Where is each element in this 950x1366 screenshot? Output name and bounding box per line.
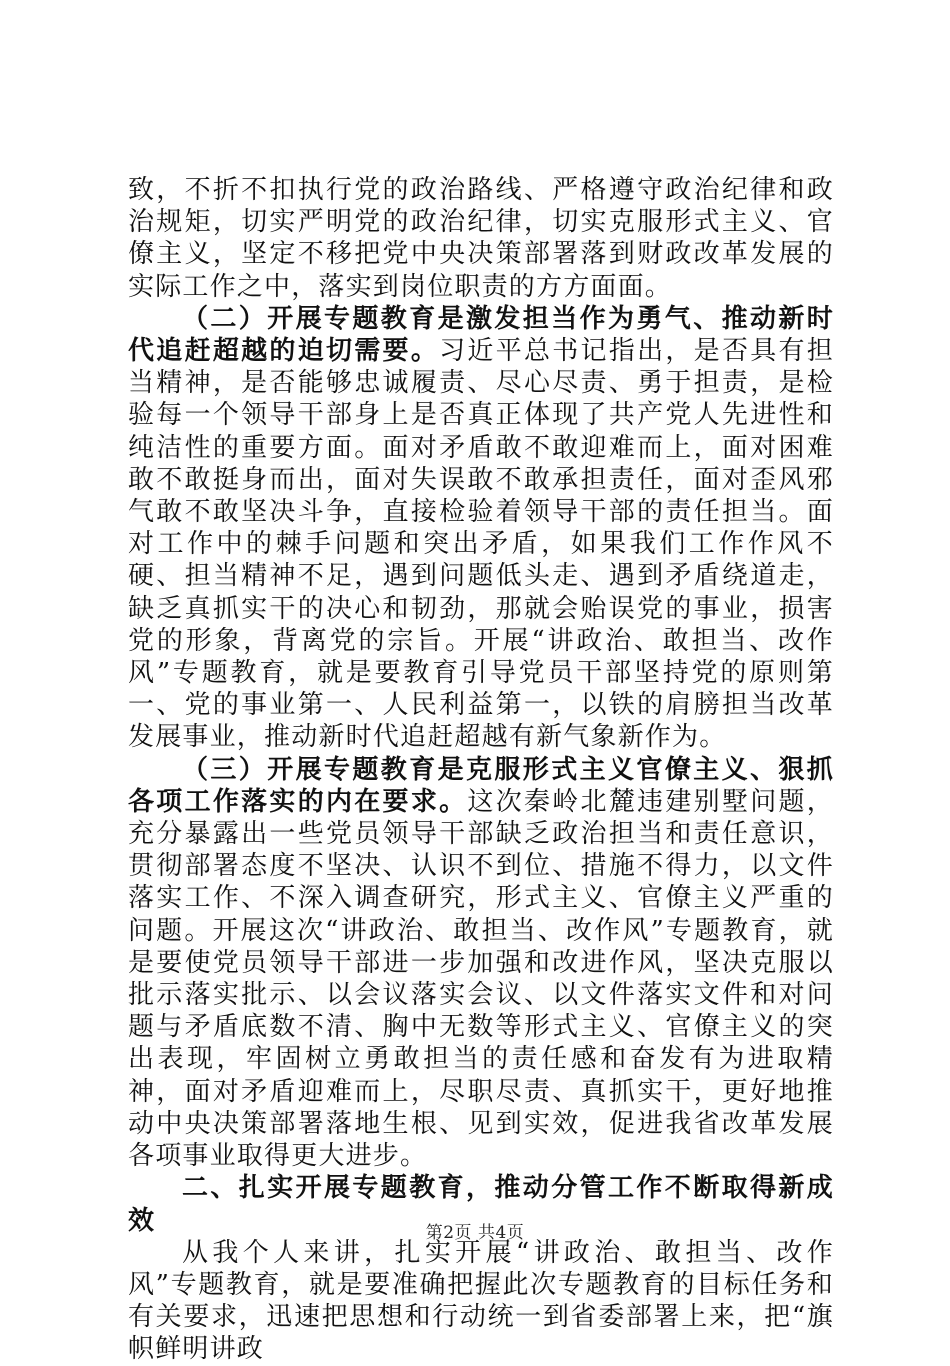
part-2-heading: 二、扎实开展专题教育，推动分管工作不断取得新成效 <box>128 1173 834 1236</box>
page-indicator: 第2页 共4页 <box>425 1223 525 1243</box>
paragraph-section-2 <box>128 303 834 754</box>
section-2-heading: （二）开展专题教育是激发担当作为勇气、推动新时代追赶超越的迫切需要。 <box>128 303 834 367</box>
paragraph-continuation: 致，不折不扣执行党的政治路线、严格遵守政治纪律和政治规矩，切实严明党的政治纪律，切实克服形式主义、官僚主义，坚定不移把党中央决策部署落到财政改革发展的实际工作之中，落实到岗位职责的方方面面。 <box>128 175 834 302</box>
page-footer <box>0 1218 950 1243</box>
document-body <box>128 174 834 1366</box>
section-2-body: 习近平总书记指出，是否具有担当精神，是否能够忠诚履责、尽心尽责、勇于担责，是检验每一个领导干部身上是否真正体现了共产党人先进性和纯洁性的重要方面。面对矛盾敢不敢迎难而上，面对困难敢不敢挺身而出，面对失误敢不敢承担责任，面对歪风邪气敢不敢坚决斗争，直接检验着领导干部的责任担当。面对工作中的棘手问题和突出矛盾，如果我们工作作风不硬、担当精神不足，遇到问题低头走、遇到矛盾绕道走，缺乏真抓实干的决心和韧劲，那就会贻误党的事业，损害党的形象，背离党的宗旨。开展“讲政治、敢担当、改作风”专题教育，就是要教育引导党员干部坚持党的原则第一、党的事业第一、人民利益第一，以铁的肩膀担当改革发展事业，推动新时代追赶超越有新气象新作为。 <box>128 336 835 753</box>
section-3-body: 这次秦岭北麓违建别墅问题，充分暴露出一些党员领导干部缺乏政治担当和责任意识，贯彻部署态度不坚决、认识不到位、措施不得力，以文件落实工作、不深入调查研究，形式主义、官僚主义严重的问题。开展这次“讲政治、敢担当、改作风”专题教育，就是要使党员领导干部进一步加强和改进作风，坚决克服以批示落实批示、以会议落实会议、以文件落实文件和对问题与矛盾底数不清、胸中无数等形式主义、官僚主义的突出表现，牢固树立勇敢担当的责任感和奋发有为进取精神，面对矛盾迎难而上，尽职尽责、真抓实干，更好地推动中央决策部署落地生根、见到实效，促进我省改革发展各项事业取得更大进步。 <box>128 786 834 1172</box>
section-3-heading: （三）开展专题教育是克服形式主义官僚主义、狠抓各项工作落实的内在要求。 <box>128 754 834 817</box>
paragraph-section-3 <box>128 754 834 1173</box>
paragraph-last: 从我个人来讲，扎实开展“讲政治、敢担当、改作风”专题教育，就是要准确把握此次专题教育的目标任务和有关要求，迅速把思想和行动统一到省委部署上来，把“旗帜鲜明讲政 <box>128 1237 834 1365</box>
